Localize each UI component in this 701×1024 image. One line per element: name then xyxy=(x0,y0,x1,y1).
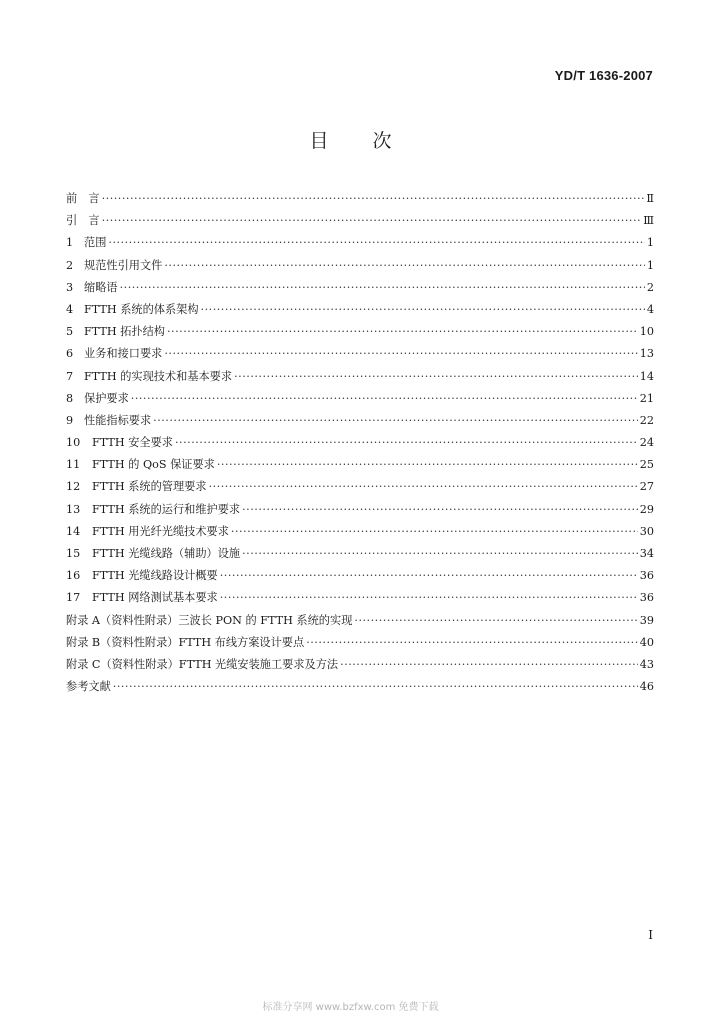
toc-leader-dots xyxy=(120,281,645,294)
toc-leader-dots xyxy=(242,547,638,560)
toc-leader-dots xyxy=(164,259,645,272)
toc-entry-text: FTTH 拓扑结构 xyxy=(84,325,165,339)
toc-entry-number: 7 xyxy=(66,369,74,383)
toc-title: 目次 xyxy=(309,130,436,152)
toc-entry[interactable] xyxy=(66,656,654,678)
toc-entry[interactable] xyxy=(66,234,654,256)
toc-entry-page: 1 xyxy=(646,258,654,272)
toc-entry-page: 30 xyxy=(639,524,654,538)
toc-entry-text: 参考文献 xyxy=(66,680,111,694)
toc-entry-number: 5 xyxy=(66,325,74,339)
toc-leader-dots xyxy=(340,658,638,671)
toc-entry-page: 29 xyxy=(639,502,654,516)
toc-leader-dots xyxy=(108,236,644,249)
toc-entry-number: 8 xyxy=(66,391,74,405)
toc-leader-dots xyxy=(231,525,638,538)
toc-entry-page: 22 xyxy=(639,413,654,427)
toc-leader-dots xyxy=(102,192,645,205)
toc-entry-page: 2 xyxy=(646,280,654,294)
toc-entry-text: FTTH 的实现技术和基本要求 xyxy=(84,369,233,383)
toc-entry-text: 范围 xyxy=(84,236,107,250)
toc-entry-text: FTTH 系统的运行和维护要求 xyxy=(92,502,241,516)
toc-entry[interactable] xyxy=(66,456,654,478)
toc-entry[interactable] xyxy=(66,390,654,412)
toc-entry[interactable] xyxy=(66,257,654,279)
toc-entry-text: FTTH 的 QoS 保证要求 xyxy=(92,458,215,472)
toc-entry-text: 保护要求 xyxy=(84,391,129,405)
toc-entry[interactable] xyxy=(66,478,654,500)
toc-entry-page: 1 xyxy=(646,236,654,250)
toc-entry[interactable] xyxy=(66,368,654,390)
toc-entry[interactable] xyxy=(66,345,654,367)
toc-leader-dots xyxy=(209,480,638,493)
toc-leader-dots xyxy=(164,347,637,360)
toc-entry[interactable] xyxy=(66,279,654,301)
toc-entry-text: 引 言 xyxy=(66,214,100,228)
toc-entry-text: 附录 A（资料性附录）三波长 PON 的 FTTH 系统的实现 xyxy=(66,613,353,627)
toc-entry[interactable] xyxy=(66,501,654,523)
toc-entry-page: Ⅲ xyxy=(643,214,654,228)
toc-entry-text: FTTH 光缆线路（辅助）设施 xyxy=(92,547,241,560)
toc-entry[interactable] xyxy=(66,612,654,634)
toc-entry-page: 4 xyxy=(646,302,654,316)
toc-entry-number: 15 xyxy=(66,547,81,560)
toc-entry-number: 9 xyxy=(66,413,74,427)
toc-entry-text: FTTH 系统的体系架构 xyxy=(84,302,199,316)
toc-entry-page: Ⅱ xyxy=(646,192,654,205)
toc-leader-dots xyxy=(113,680,638,693)
toc-entry-number: 2 xyxy=(66,258,74,272)
toc-entry-number: 14 xyxy=(66,524,81,538)
toc-leader-dots xyxy=(175,436,638,449)
toc-entry-text: FTTH 系统的管理要求 xyxy=(92,480,207,494)
toc-entry-number: 11 xyxy=(66,458,81,472)
toc-entry-page: 24 xyxy=(639,436,654,450)
toc-entry-page: 25 xyxy=(639,458,654,472)
toc-leader-dots xyxy=(220,569,638,582)
toc-entry-page: 43 xyxy=(639,657,654,671)
toc-entry-page: 36 xyxy=(639,569,654,583)
toc-leader-dots xyxy=(220,591,638,604)
toc-entry[interactable] xyxy=(66,301,654,323)
toc-entry-page: 14 xyxy=(639,369,654,383)
toc-entry-text: FTTH 安全要求 xyxy=(92,436,173,450)
toc-leader-dots xyxy=(354,614,637,627)
toc-leader-dots xyxy=(167,325,638,338)
toc-entry-page: 13 xyxy=(639,347,654,361)
toc-entry-text: 附录 B（资料性附录）FTTH 布线方案设计要点 xyxy=(66,635,305,649)
toc-leader-dots xyxy=(234,370,638,383)
toc-entry-text: FTTH 用光纤光缆技术要求 xyxy=(92,524,229,538)
toc-entry-text: 前 言 xyxy=(66,192,100,205)
toc-entry[interactable] xyxy=(66,212,654,234)
toc-list xyxy=(66,190,654,700)
toc-entry-page: 46 xyxy=(639,680,654,694)
toc-entry-number: 13 xyxy=(66,502,81,516)
toc-entry-page: 21 xyxy=(639,391,654,405)
toc-leader-dots xyxy=(153,414,638,427)
toc-entry-number: 1 xyxy=(66,236,74,250)
toc-leader-dots xyxy=(217,458,638,471)
toc-entry[interactable] xyxy=(66,323,654,345)
toc-entry-number: 3 xyxy=(66,280,74,294)
toc-entry[interactable] xyxy=(66,678,654,700)
page-number: I xyxy=(648,928,653,942)
toc-entry-number: 17 xyxy=(66,591,81,605)
watermark: 标准分享网 www.bzfxw.com 免费下载 xyxy=(262,1002,439,1013)
toc-entry[interactable] xyxy=(66,190,654,212)
toc-entry-text: FTTH 网络测试基本要求 xyxy=(92,591,218,605)
toc-leader-dots xyxy=(242,503,638,516)
toc-entry[interactable] xyxy=(66,634,654,656)
toc-entry-text: 规范性引用文件 xyxy=(84,258,163,272)
toc-entry[interactable] xyxy=(66,545,654,567)
toc-leader-dots xyxy=(201,303,645,316)
toc-entry-page: 40 xyxy=(639,635,654,649)
toc-entry-page: 34 xyxy=(639,547,654,560)
toc-entry-number: 12 xyxy=(66,480,81,494)
toc-leader-dots xyxy=(131,392,638,405)
toc-entry[interactable] xyxy=(66,523,654,545)
toc-entry-page: 27 xyxy=(639,480,654,494)
toc-entry-number: 4 xyxy=(66,302,74,316)
toc-entry[interactable] xyxy=(66,589,654,611)
toc-entry-number: 10 xyxy=(66,436,81,450)
toc-leader-dots xyxy=(306,636,638,649)
toc-entry[interactable] xyxy=(66,434,654,456)
toc-entry[interactable] xyxy=(66,567,654,589)
toc-entry-number: 6 xyxy=(66,347,74,361)
toc-entry-number: 16 xyxy=(66,569,81,583)
toc-entry-page: 36 xyxy=(639,591,654,605)
toc-leader-dots xyxy=(102,214,642,227)
toc-entry-text: FTTH 光缆线路设计概要 xyxy=(92,569,218,583)
toc-entry-text: 缩略语 xyxy=(84,280,118,294)
toc-entry-text: 业务和接口要求 xyxy=(84,347,163,361)
document-code: YD/T 1636-2007 xyxy=(554,68,653,83)
toc-entry-text: 性能指标要求 xyxy=(84,413,152,427)
toc-entry[interactable] xyxy=(66,412,654,434)
toc-entry-text: 附录 C（资料性附录）FTTH 光缆安装施工要求及方法 xyxy=(66,657,339,671)
toc-entry-page: 10 xyxy=(639,325,654,339)
toc-entry-page: 39 xyxy=(639,613,654,627)
